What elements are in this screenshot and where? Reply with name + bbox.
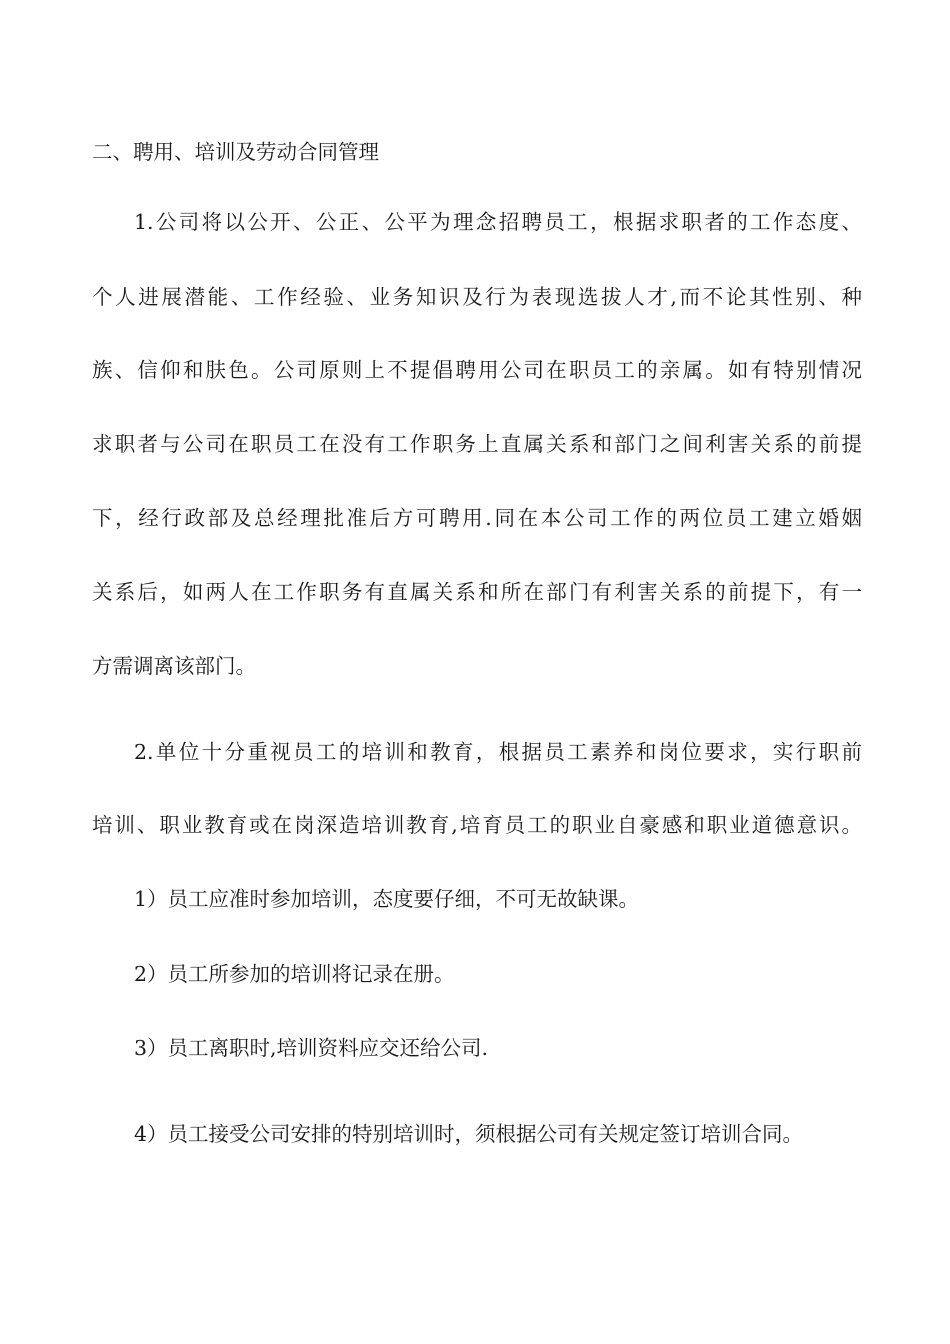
list-item-1: 1）员工应准时参加培训，态度要仔细，不可无故缺课。 — [134, 887, 640, 911]
paragraph-1-line-7: 方需调离该部门。 — [92, 654, 256, 678]
paragraph-2-line-2: 培训、职业教育或在岗深造培训教育,培育员工的职业自豪感和职业道德意识。 — [92, 813, 862, 837]
paragraph-2-line-1: 2.单位十分重视员工的培训和教育，根据员工素养和岗位要求，实行职前 — [134, 740, 862, 764]
paragraph-1-line-3: 族、信仰和肤色。公司原则上不提倡聘用公司在职员工的亲属。如有特别情况 — [92, 358, 862, 382]
paragraph-1-line-1: 1.公司将以公开、公正、公平为理念招聘员工，根据求职者的工作态度、 — [134, 210, 862, 234]
paragraph-1-line-6: 关系后，如两人在工作职务有直属关系和所在部门有利害关系的前提下，有一 — [92, 580, 862, 604]
section-heading: 二、聘用、培训及劳动合同管理 — [92, 140, 379, 164]
paragraph-1-line-5: 下，经行政部及总经理批准后方可聘用.同在本公司工作的两位员工建立婚姻 — [92, 506, 862, 530]
list-item-3: 3）员工离职时,培训资料应交还给公司. — [134, 1036, 489, 1060]
paragraph-1-line-2: 个人进展潜能、工作经验、业务知识及行为表现选拔人才,而不论其性别、种 — [92, 285, 862, 309]
paragraph-1-line-4: 求职者与公司在职员工在没有工作职务上直属关系和部门之间利害关系的前提 — [92, 432, 862, 456]
list-item-4: 4）员工接受公司安排的特别培训时，须根据公司有关规定签订培训合同。 — [134, 1122, 804, 1146]
list-item-2: 2）员工所参加的培训将记录在册。 — [134, 962, 455, 986]
